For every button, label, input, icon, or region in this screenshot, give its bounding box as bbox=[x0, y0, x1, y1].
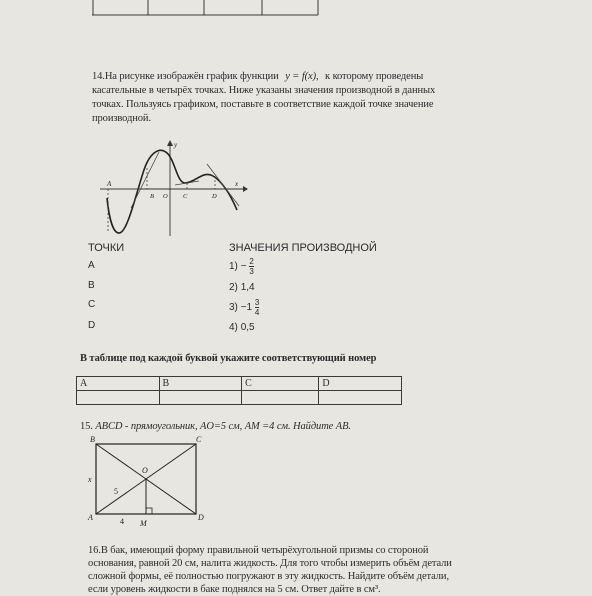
function-graph bbox=[95, 138, 250, 238]
top-table bbox=[92, 0, 320, 16]
label-o: O bbox=[163, 193, 168, 200]
value-1-sign: − bbox=[240, 261, 247, 273]
task16-line2: основания, равной 20 см, налита жидкость. Для того чтобы измерить объём детали bbox=[88, 558, 452, 569]
value-4 bbox=[229, 322, 255, 333]
value-3-denominator: 4 bbox=[254, 308, 260, 317]
table-instruction: В таблице под каждой буквой укажите соответствующий номер bbox=[80, 353, 377, 364]
label-rect-4: 4 bbox=[120, 517, 124, 526]
value-3-sign: −1 bbox=[240, 302, 253, 314]
label-rect-c: C bbox=[196, 435, 202, 444]
rectangle-diagram bbox=[86, 432, 211, 532]
value-2-text: 1,4 bbox=[240, 282, 255, 293]
answer-cell-c[interactable] bbox=[242, 391, 319, 405]
task16-line4: если уровень жидкости в баке поднялся на 5 см. Ответ дайте в см³. bbox=[88, 584, 381, 595]
label-b: B bbox=[150, 193, 154, 200]
value-3-numerator: 3 bbox=[254, 298, 260, 307]
task14-intro-tail: к которому проведены bbox=[325, 71, 424, 82]
label-x: x bbox=[235, 180, 239, 188]
answer-header-d: D bbox=[319, 377, 402, 391]
value-3-fraction bbox=[255, 298, 259, 317]
y-axis-arrow bbox=[167, 140, 173, 146]
point-d: D bbox=[88, 320, 96, 331]
label-d: D bbox=[212, 193, 217, 200]
value-1-fraction bbox=[249, 257, 253, 276]
label-rect-x: x bbox=[88, 475, 92, 484]
label-rect-5: 5 bbox=[114, 487, 118, 496]
value-3-num: 3) bbox=[229, 302, 238, 314]
task14-intro-line1 bbox=[92, 70, 423, 83]
answer-cell-d[interactable] bbox=[319, 391, 402, 405]
point-c: C bbox=[88, 299, 96, 310]
answer-table bbox=[76, 376, 402, 405]
task15-number: 15. bbox=[80, 421, 93, 432]
point-a: A bbox=[88, 260, 95, 271]
task14-func: y = f(x), bbox=[285, 71, 319, 82]
values-header: ЗНАЧЕНИЯ ПРОИЗВОДНОЙ bbox=[229, 242, 377, 254]
answer-header-b: B bbox=[159, 377, 242, 391]
function-curve bbox=[107, 150, 237, 233]
point-b: B bbox=[88, 280, 95, 291]
answer-table-header-row bbox=[77, 377, 402, 391]
task16-line3: сложной формы, её полностью погружают в эту жидкость. Найдите объём детали, bbox=[88, 571, 449, 582]
task14-line2: касательные в четырёх точках. Ниже указаны значения производной в данных bbox=[92, 85, 436, 96]
points-header: ТОЧКИ bbox=[88, 242, 125, 254]
label-y: y bbox=[174, 141, 178, 149]
answer-table-input-row bbox=[77, 391, 402, 405]
right-angle-mark bbox=[146, 508, 152, 514]
task16-line1: 16.В бак, имеющий форму правильной четырёхугольной призмы со стороной bbox=[88, 545, 429, 556]
task14-line4: производной. bbox=[92, 113, 151, 124]
label-rect-d: D bbox=[198, 513, 204, 522]
task15-text: ABCD - прямоугольник, AO=5 см, AM =4 см. Найдите AB. bbox=[95, 421, 351, 432]
top-table-grid bbox=[92, 0, 320, 16]
value-4-num: 4) bbox=[229, 322, 238, 333]
label-rect-m: M bbox=[140, 519, 147, 528]
answer-cell-b[interactable] bbox=[159, 391, 242, 405]
label-rect-o: O bbox=[142, 466, 148, 475]
answer-header-c: C bbox=[242, 377, 319, 391]
label-c: C bbox=[183, 193, 188, 200]
value-2 bbox=[229, 282, 255, 293]
label-rect-a: A bbox=[88, 513, 93, 522]
task14-intro-text: 14.На рисунке изображён график функции bbox=[92, 71, 279, 82]
value-1-num: 1) bbox=[229, 261, 238, 273]
value-1-numerator: 2 bbox=[249, 257, 254, 266]
tangent-b bbox=[131, 152, 159, 208]
label-rect-b: B bbox=[90, 435, 95, 444]
value-3 bbox=[229, 298, 259, 317]
value-4-text: 0,5 bbox=[240, 322, 255, 333]
task14-line3: точках. Пользуясь графиком, поставьте в соответствие каждой точке значение bbox=[92, 99, 434, 110]
value-2-num: 2) bbox=[229, 282, 238, 293]
x-axis-arrow bbox=[243, 186, 248, 192]
value-1 bbox=[229, 257, 254, 276]
value-1-denominator: 3 bbox=[249, 267, 254, 276]
label-a: A bbox=[107, 180, 112, 188]
answer-cell-a[interactable] bbox=[77, 391, 160, 405]
answer-header-a: A bbox=[77, 377, 160, 391]
